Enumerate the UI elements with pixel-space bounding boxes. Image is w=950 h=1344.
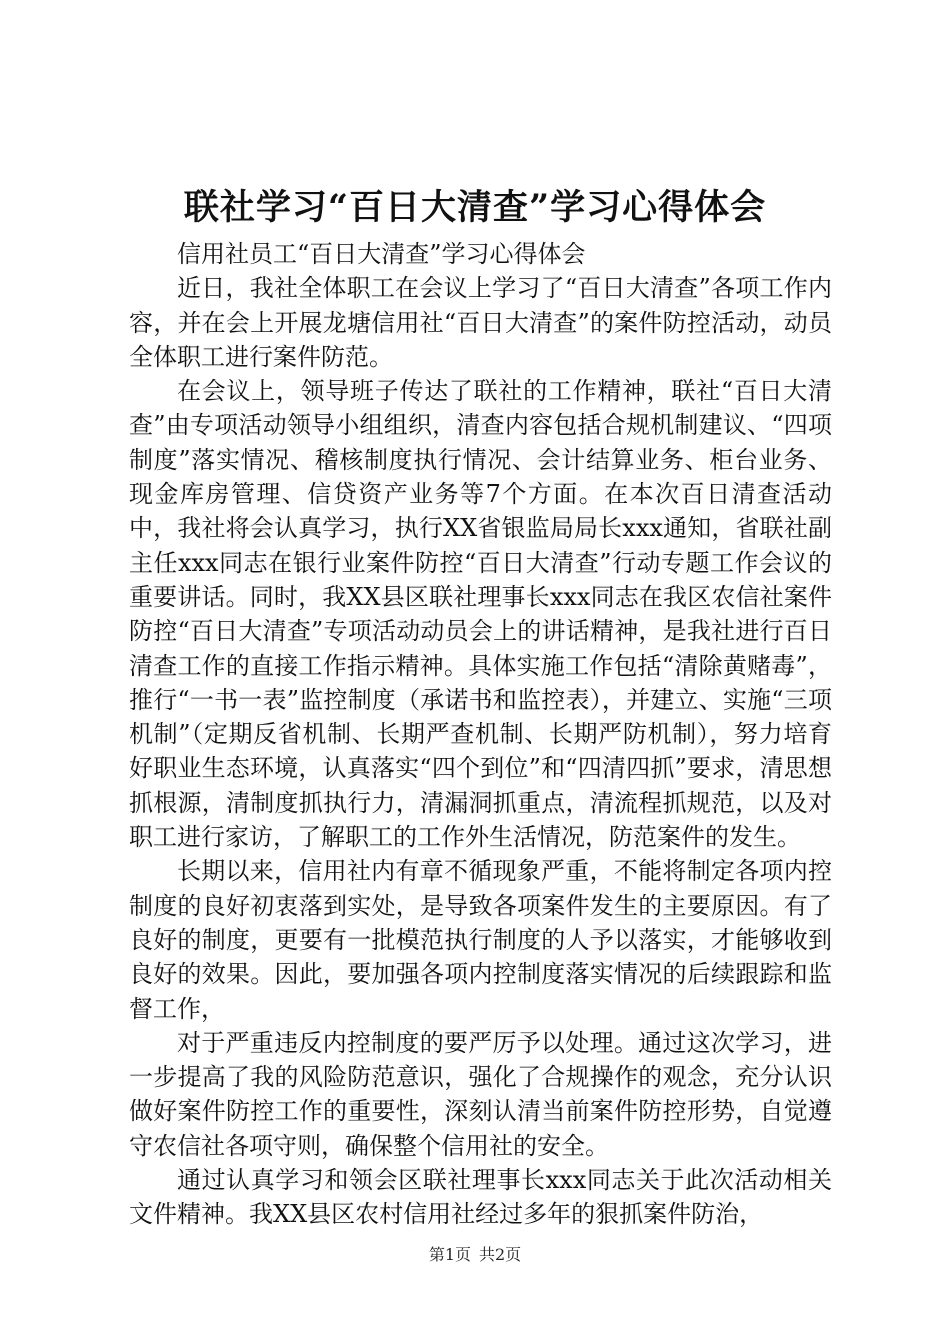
body-paragraph: 近日，我社全体职工在会议上学习了“百日大清查”各项工作内容，并在会上开展龙塘信用社“百日大清查”的案件防控活动，动员全体职工进行案件防范。	[129, 274, 832, 371]
page-total: 共2页	[479, 1245, 522, 1264]
body-paragraph: 在会议上，领导班子传达了联社的工作精神，联社“百日大清查”由专项活动领导小组组织，清查内容包括合规机制建议、“四项制度”落实情况、稽核制度执行情况、会计结算业务、柜台业务、现金库房管理、信贷资产业务等7个方面。在本次百日清查活动中，我社将会认真学习，执行XX省银监局局长xxx通知，省联社副主任xxx同志在银行业案件防控“百日大清查”行动专题工作会议的重要讲话。同时，我XX县区联社理事长xxx同志在我区农信社案件防控“百日大清查”专项活动动员会上的讲话精神，是我社进行百日清查工作的直接工作指示精神。具体实施工作包括“清除黄赌毒”，推行“一书一表”监控制度（承诺书和监控表），并建立、实施“三项机制”（定期反省机制、长期严查机制、长期严防机制），努力培育好职业生态环境，认真落实“四个到位”和“四清四抓”要求，清思想抓根源，清制度抓执行力，清漏洞抓重点，清流程抓规范，以及对职工进行家访，了解职工的工作外生活情况，防范案件的发生。	[129, 377, 832, 852]
page-footer	[0, 1244, 950, 1266]
body-paragraph: 长期以来，信用社内有章不循现象严重，不能将制定各项内控制度的良好初衷落到实处，是导致各项案件发生的主要原因。有了良好的制度，更要有一批模范执行制度的人予以落实，才能够收到良好的效果。因此，要加强各项内控制度落实情况的后续跟踪和监督工作，	[129, 857, 832, 1023]
page-number: 第1页	[428, 1245, 471, 1264]
document-body	[129, 237, 832, 1232]
document-title: 联社学习“百日大清查”学习心得体会	[183, 187, 767, 228]
body-paragraph: 通过认真学习和领会区联社理事长xxx同志关于此次活动相关文件精神。我XX县区农村信用社经过多年的狠抓案件防治，	[129, 1166, 832, 1229]
subtitle-paragraph: 信用社员工“百日大清查”学习心得体会	[177, 240, 586, 268]
body-paragraph: 对于严重违反内控制度的要严厉予以处理。通过这次学习，进一步提高了我的风险防范意识，强化了合规操作的观念，充分认识做好案件防控工作的重要性，深刻认清当前案件防控形势，自觉遵守农信社各项守则，确保整个信用社的安全。	[129, 1028, 832, 1160]
